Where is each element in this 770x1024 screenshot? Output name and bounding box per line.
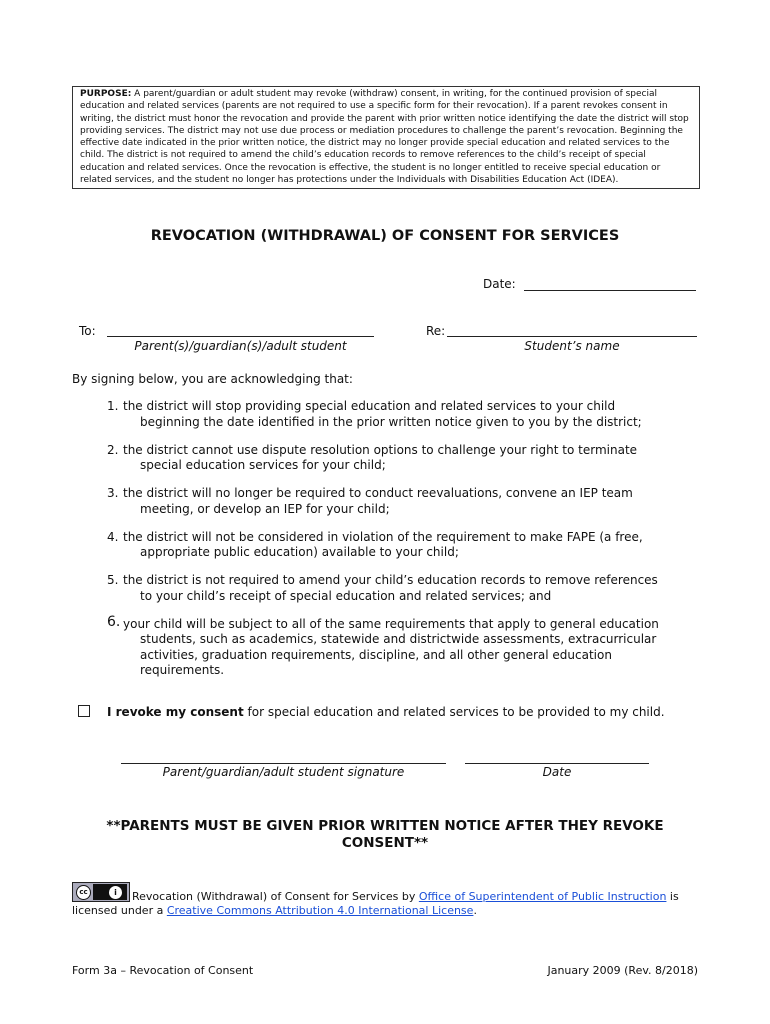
student-name-field[interactable] <box>447 336 697 337</box>
list-item <box>107 486 697 517</box>
page-title: REVOCATION (WITHDRAWAL) OF CONSENT FOR SERVICES <box>150 228 620 244</box>
signature-field[interactable] <box>121 763 446 764</box>
prior-notice-warning <box>60 818 710 852</box>
to-caption: Parent(s)/guardian(s)/adult student <box>134 339 347 353</box>
item-number: 3. <box>107 486 119 500</box>
revoke-consent-checkbox[interactable] <box>78 705 90 717</box>
footer-revision-date: January 2009 (Rev. 8/2018) <box>547 964 698 977</box>
license-part: is licensed under a <box>72 890 679 917</box>
to-field[interactable] <box>107 336 374 337</box>
signature-date-caption: Date <box>542 765 572 779</box>
purpose-label: PURPOSE: <box>80 89 132 99</box>
cc-license-link[interactable]: Creative Commons Attribution 4.0 International License <box>166 904 474 917</box>
notice-line: **PARENTS MUST BE GIVEN PRIOR WRITTEN NOTICE AFTER THEY REVOKE <box>106 818 664 834</box>
list-item <box>107 443 697 474</box>
item-line: your child will be subject to all of the same requirements that apply to general education <box>123 616 659 631</box>
footer-form-name: Form 3a – Revocation of Consent <box>72 964 254 977</box>
item-line: the district will not be considered in violation of the requirement to make FAPE (a free, <box>123 529 643 544</box>
license-part: . <box>473 904 477 917</box>
list-item <box>107 613 697 679</box>
list-item <box>107 530 697 561</box>
item-line: appropriate public education) available to your child; <box>140 545 459 559</box>
item-line: special education services for your child; <box>140 458 386 472</box>
signature-date-field[interactable] <box>465 763 649 764</box>
acknowledgement-list <box>107 399 697 691</box>
item-line: beginning the date identified in the prior written notice given to you by the district; <box>140 414 642 429</box>
ospi-link[interactable]: Office of Superintendent of Public Instruction <box>418 890 667 903</box>
revoke-bold: I revoke my consent <box>107 705 244 719</box>
purpose-box <box>72 86 700 189</box>
item-number: 1. <box>107 399 119 413</box>
signature-caption: Parent/guardian/adult student signature <box>162 765 405 779</box>
item-number: 5. <box>107 573 119 587</box>
item-line: the district will stop providing special education and related services to your child <box>123 399 616 413</box>
item-line: the district is not required to amend your child’s education records to remove references <box>123 573 658 587</box>
item-number: 6. <box>107 613 121 630</box>
re-caption: Student’s name <box>524 339 620 353</box>
attribution-icon: i <box>108 885 123 900</box>
item-line: the district will no longer be required to conduct reevaluations, convene an IEP team <box>123 486 633 500</box>
date-label: Date: <box>483 277 516 291</box>
purpose-text: A parent/guardian or adult student may revoke (withdraw) consent, in writing, for the continued provision of special education and related services (parents are not required to use a specific form for their revocation). If a parent revokes consent in writing, the district must honor the revocation and provide the parent with prior written notice identifying the date the district will stop providing services. The district may not use due process or mediation procedures to challenge the parent’s revocation. Beginning the effective date indicated in the prior written notice, the district may no longer provide special education and related services to the child. The district is not required to amend the child’s education records to remove references to the child’s receipt of special education and related services. Once the revocation is effective, the student is no longer entitled to receive special education or related services, and the student no longer has protections under the Individuals with Disabilities Education Act (IDEA). <box>80 89 689 186</box>
notice-line: CONSENT** <box>341 835 429 851</box>
to-label: To: <box>79 324 96 338</box>
item-line: requirements. <box>140 663 225 677</box>
item-line: meeting, or develop an IEP for your child; <box>140 501 390 516</box>
revoke-statement <box>107 705 665 719</box>
cc-icon: cc <box>76 885 91 900</box>
item-line: to your child’s receipt of special education and related services; and <box>140 588 552 603</box>
re-label: Re: <box>426 324 446 338</box>
license-text <box>72 890 702 918</box>
license-part: Revocation (Withdrawal) of Consent for Services by <box>132 890 419 903</box>
list-item <box>107 573 697 604</box>
list-item <box>107 399 697 430</box>
item-line: activities, graduation requirements, discipline, and all other general education <box>140 647 612 662</box>
intro-text: By signing below, you are acknowledging that: <box>72 372 353 386</box>
date-field[interactable] <box>524 290 696 291</box>
item-line: students, such as academics, statewide and districtwide assessments, extracurricular <box>140 632 657 646</box>
item-number: 4. <box>107 529 119 544</box>
item-line: the district cannot use dispute resolution options to challenge your right to terminate <box>123 442 638 457</box>
revoke-rest: for special education and related services to be provided to my child. <box>243 705 665 719</box>
item-number: 2. <box>107 442 119 457</box>
